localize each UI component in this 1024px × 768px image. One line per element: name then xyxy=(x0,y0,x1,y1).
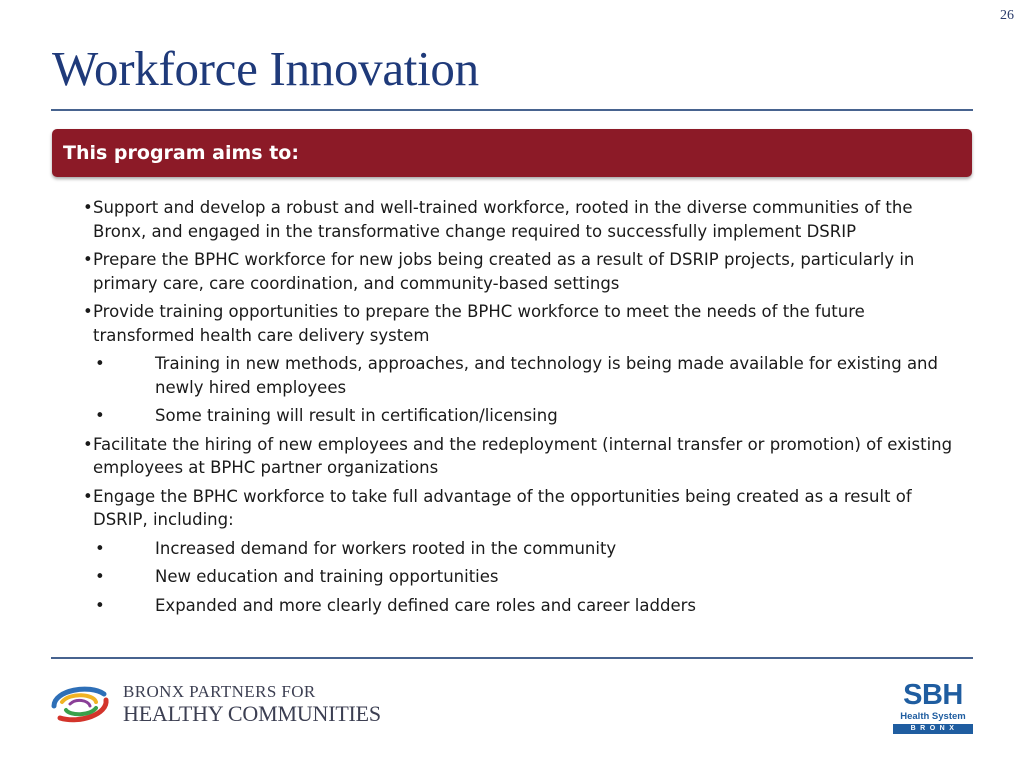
bphc-logo-line2: HEALTHY COMMUNITIES xyxy=(123,701,381,726)
bullet-text: Increased demand for workers rooted in the community xyxy=(155,538,617,558)
sub-bullet-item xyxy=(82,594,964,618)
bullet-dot-icon: • xyxy=(95,595,105,615)
slide-title: Workforce Innovation xyxy=(52,41,479,96)
banner-text: This program aims to: xyxy=(63,142,299,164)
sbh-logo-bronx: BRONX xyxy=(893,724,973,734)
bullet-list xyxy=(82,196,964,622)
bullet-item xyxy=(82,433,964,480)
bullet-dot-icon: • xyxy=(95,354,105,373)
sub-bullet-item xyxy=(82,352,964,399)
bullet-dot-icon: • xyxy=(83,486,93,506)
sub-bullet-item xyxy=(82,565,964,589)
sbh-logo-sub: Health System xyxy=(900,711,966,722)
bullet-text: Training in new methods, approaches, and technology is being made available for existing and newly hired employees xyxy=(155,354,938,397)
bullet-text: Prepare the BPHC workforce for new jobs being created as a result of DSRIP projects, particularly in primary care, care coordination, and community-based settings xyxy=(93,250,915,293)
sub-bullet-item xyxy=(82,537,964,561)
bullet-dot-icon: • xyxy=(95,567,105,586)
bullet-text: Expanded and more clearly defined care roles and career ladders xyxy=(155,595,696,615)
bullet-text: New education and training opportunities xyxy=(155,567,499,586)
bullet-dot-icon: • xyxy=(83,250,93,269)
bullet-item xyxy=(82,300,964,347)
sbh-logo-main: SBH xyxy=(903,679,963,711)
section-banner xyxy=(52,129,972,177)
bullet-dot-icon: • xyxy=(95,538,105,558)
sub-bullet-item xyxy=(82,404,964,428)
title-rule xyxy=(51,109,973,111)
bullet-text: Facilitate the hiring of new employees and the redeployment (internal transfer or promotion) of existing employees at BPHC partner organizations xyxy=(93,434,953,477)
bphc-logo-text xyxy=(123,683,381,725)
bullet-dot-icon: • xyxy=(83,198,93,217)
bullet-text: Provide training opportunities to prepare the BPHC workforce to meet the needs of the future transformed health care delivery system xyxy=(93,302,865,345)
bphc-swirl-icon xyxy=(50,682,110,728)
bullet-dot-icon: • xyxy=(83,434,93,454)
bphc-logo xyxy=(50,682,110,732)
page-number: 26 xyxy=(1000,8,1014,23)
footer-rule xyxy=(51,657,973,659)
bullet-text: Support and develop a robust and well-trained workforce, rooted in the diverse communities of the Bronx, and engaged in the transformative change required to successfully implement DSRIP xyxy=(93,198,913,241)
bullet-text: Some training will result in certification/licensing xyxy=(155,406,558,425)
bullet-dot-icon: • xyxy=(83,302,93,321)
bphc-logo-line1: BRONX PARTNERS FOR xyxy=(123,682,316,701)
bullet-item xyxy=(82,196,964,243)
bullet-text: Engage the BPHC workforce to take full advantage of the opportunities being created as a result of DSRIP, including: xyxy=(93,486,912,529)
bullet-item xyxy=(82,485,964,532)
bullet-dot-icon: • xyxy=(95,406,105,425)
bullet-item xyxy=(82,248,964,295)
sbh-logo xyxy=(893,681,973,734)
